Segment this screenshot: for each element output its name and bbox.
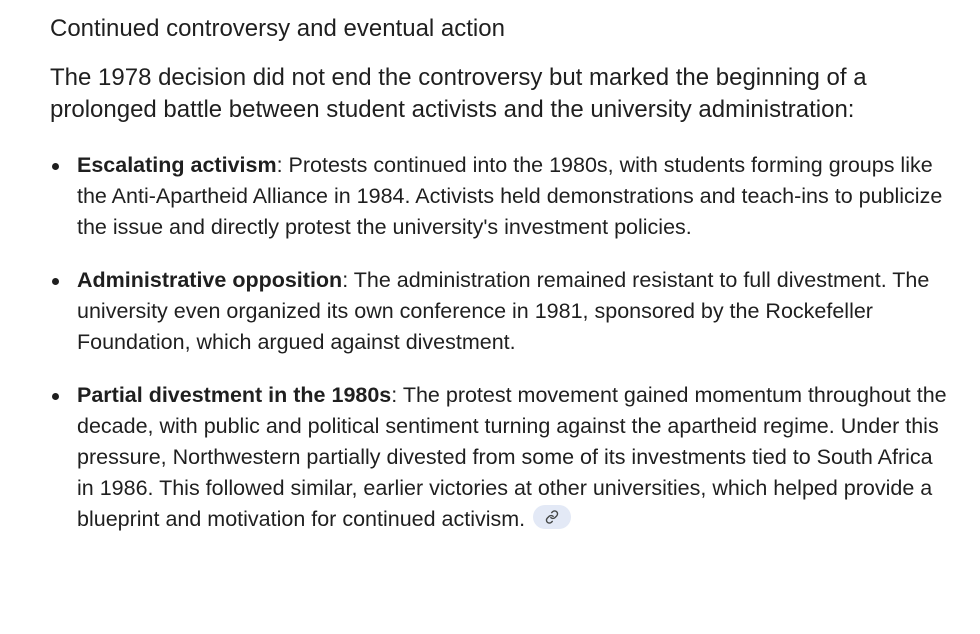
list-item-text: : Protests continued into the 1980s, with students forming groups like the Anti-Apartheid Alliance in 1984. Activists held demonstrations and teach-ins to publicize the issue and directly protest the university's investment policies. [77,153,943,239]
link-icon [545,510,559,524]
intro-paragraph: The 1978 decision did not end the controversy but marked the beginning of a prolonged battle between student activists and the university administration: [50,64,867,123]
bullet-list [50,150,950,535]
list-item-term: Administrative opposition [77,268,343,292]
list-item [50,380,950,535]
list-item-term: Partial divestment in the 1980s [77,383,392,407]
list-item [50,150,950,243]
section-heading: Continued controversy and eventual action [50,15,505,42]
bullet-dot [52,393,59,400]
bullet-dot [52,278,59,285]
list-item-text: : The administration remained resistant to full divestment. The university even organized its own conference in 1981, sponsored by the Rockefeller Foundation, which argued against divestment. [77,268,930,354]
list-item-term: Escalating activism [77,153,277,177]
bullet-dot [52,163,59,170]
list-item [50,265,950,358]
list-item-text: : The protest movement gained momentum throughout the decade, with public and political sentiment turning against the apartheid regime. Under this pressure, Northwestern partially divested from some of its investments tied to South Africa in 1986. This followed similar, earlier victories at other universities, which helped provide a blueprint and motivation for continued activism. [77,383,947,531]
response-content [50,14,950,557]
source-link-chip[interactable] [533,505,571,529]
